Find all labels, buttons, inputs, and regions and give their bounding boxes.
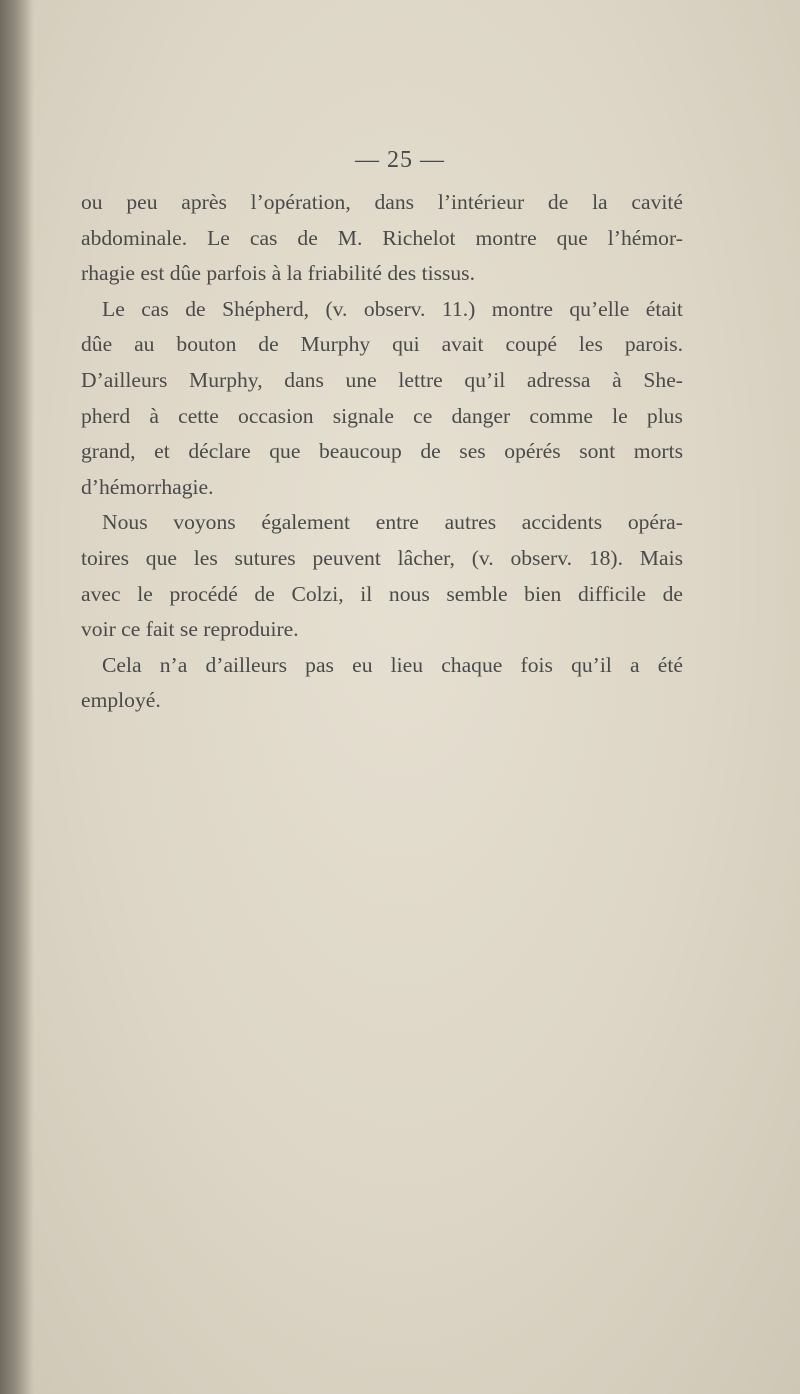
text-line: employé. (81, 688, 161, 713)
text-line: D’ailleurs Murphy, dans une lettre qu’il adressa à She- (81, 367, 683, 392)
text-line: Cela n’a d’ailleurs pas eu lieu chaque fois qu’il a été (102, 652, 683, 677)
text-line: rhagie est dûe parfois à la friabilité des tissus. (81, 261, 475, 286)
body-text (81, 185, 683, 719)
text-line: abdominale. Le cas de M. Richelot montre que l’hémor- (81, 225, 683, 250)
text-line: toires que les sutures peuvent lâcher, (v. observ. 18). Mais (81, 545, 683, 570)
page-number: — 25 — (355, 147, 445, 173)
text-line: ou peu après l’opération, dans l’intérieur de la cavité (81, 190, 683, 214)
text-line: Nous voyons également entre autres accidents opéra- (102, 510, 683, 535)
text-line: grand, et déclare que beaucoup de ses opérés sont morts (81, 439, 683, 464)
text-line: d’hémorrhagie. (81, 474, 214, 499)
text-line: avec le procédé de Colzi, il nous semble bien difficile de (81, 581, 683, 606)
binding-edge (0, 0, 34, 1394)
text-line: Le cas de Shépherd, (v. observ. 11.) montre qu’elle était (102, 296, 683, 321)
text-line: voir ce fait se reproduire. (81, 617, 299, 642)
text-line: pherd à cette occasion signale ce danger comme le plus (81, 403, 683, 428)
text-line: dûe au bouton de Murphy qui avait coupé les parois. (81, 332, 683, 357)
